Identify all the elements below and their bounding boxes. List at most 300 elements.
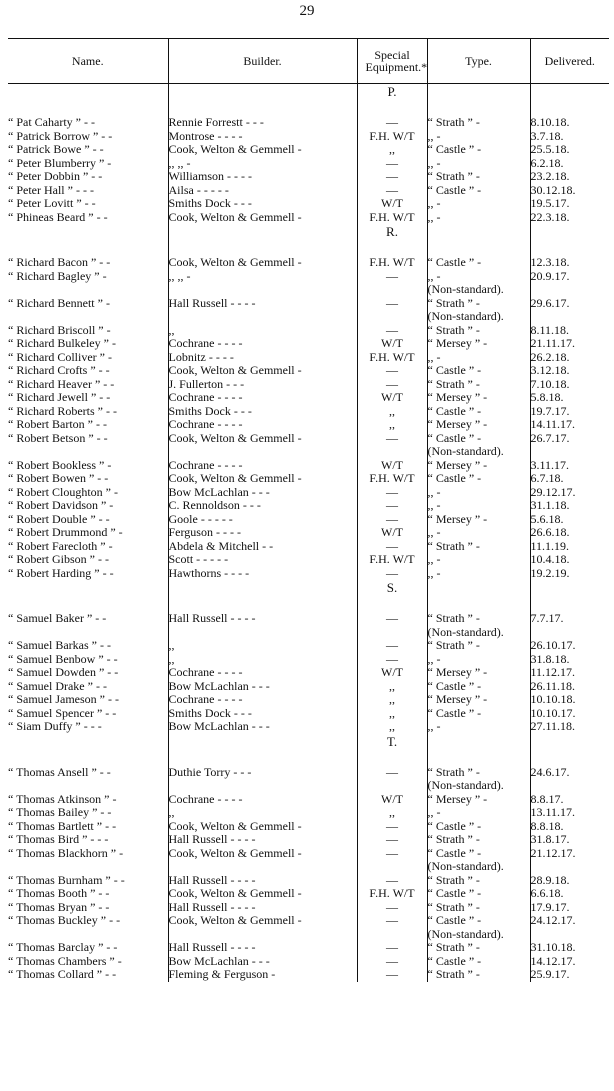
vessel-name: “ Richard Colliver ” -	[8, 350, 112, 364]
special-equipment: —	[357, 941, 427, 955]
type-label: “ Mersey ” -	[427, 666, 488, 679]
builder: ,, ,, -	[168, 270, 357, 297]
type-label: ,, -	[427, 553, 441, 566]
vessel-type	[427, 914, 530, 941]
type-label: ,, -	[427, 499, 441, 512]
builder: J. Fullerton - - -	[168, 378, 357, 392]
special-equipment: —	[357, 820, 427, 834]
vessel-type	[427, 472, 530, 486]
vessel-name: “ Peter Hall ” - - -	[8, 183, 94, 197]
vessel-name: “ Robert Double ” - -	[8, 512, 110, 526]
vessel-type	[427, 270, 530, 297]
type-label: “ Strath ” -	[427, 323, 480, 337]
delivered-date: 3.12.18.	[530, 364, 609, 378]
vessel-type	[427, 405, 530, 419]
special-equipment: —	[357, 324, 427, 338]
vessel-name: “ Robert Barton ” - -	[8, 418, 107, 431]
vessel-name: “ Phineas Beard ” - -	[8, 210, 108, 224]
delivered-date: 22.3.18.	[530, 211, 609, 225]
delivered-date: 29.6.17.	[530, 297, 609, 324]
special-equipment: ,,	[357, 693, 427, 707]
type-label: ,, -	[427, 269, 441, 283]
type-label: ,, -	[427, 485, 441, 499]
vessel-name: “ Thomas Blackhorn ” -	[8, 846, 124, 860]
vessel-name: “ Richard Bennett ” -	[8, 296, 110, 310]
vessel-name: “ Thomas Bird ” - - -	[8, 833, 109, 846]
type-label: “ Castle ” -	[427, 819, 482, 833]
vessel-name: “ Thomas Bailey ” - -	[8, 806, 112, 819]
table-row	[8, 955, 609, 969]
special-equipment: ,,	[357, 418, 427, 432]
special-equipment: —	[357, 847, 427, 874]
table-row	[8, 612, 609, 639]
delivered-date: 19.5.17.	[530, 197, 609, 211]
delivered-date: 21.12.17.	[530, 847, 609, 874]
builder: Cochrane - - - -	[168, 693, 357, 707]
vessel-name: “ Richard Bacon ” - -	[8, 256, 111, 269]
table-row	[8, 337, 609, 351]
delivered-date: 10.4.18.	[530, 553, 609, 567]
builder: Lobnitz - - - -	[168, 351, 357, 365]
special-equipment: F.H. W/T	[357, 472, 427, 486]
type-note: (Non-standard).	[427, 309, 504, 323]
vessel-name: “ Samuel Jameson ” - -	[8, 693, 119, 706]
section-header	[8, 580, 609, 612]
vessel-type	[427, 666, 530, 680]
special-equipment: W/T	[357, 666, 427, 680]
type-label: ,, -	[427, 806, 441, 819]
type-label: “ Mersey ” -	[427, 337, 488, 350]
vessel-type	[427, 337, 530, 351]
builder: Hall Russell - - - -	[168, 833, 357, 847]
vessel-name: “ Richard Jewell ” - -	[8, 391, 111, 404]
special-equipment: W/T	[357, 337, 427, 351]
vessel-type	[427, 211, 530, 225]
builder: ,,	[168, 653, 357, 667]
vessel-name: “ Robert Drummond ” -	[8, 526, 123, 539]
type-label: ,, -	[427, 129, 441, 143]
table-row	[8, 833, 609, 847]
special-equipment: —	[357, 432, 427, 459]
vessel-type	[427, 197, 530, 211]
header-special-equipment: Special Equipment.*	[357, 39, 427, 84]
vessel-name: “ Thomas Burnham ” - -	[8, 873, 125, 887]
vessel-type	[427, 680, 530, 694]
vessel-type	[427, 499, 530, 513]
table-row	[8, 324, 609, 338]
vessel-type	[427, 143, 530, 157]
type-label: ,, -	[427, 156, 441, 170]
builder: Cochrane - - - -	[168, 666, 357, 680]
builder: ,, ,, -	[168, 157, 357, 171]
type-label: “ Strath ” -	[427, 377, 480, 391]
builder: Hall Russell - - - -	[168, 612, 357, 639]
table-row	[8, 526, 609, 540]
builder: Cook, Welton & Gemmell -	[168, 914, 357, 941]
section-header	[8, 224, 609, 256]
vessel-type	[427, 847, 530, 874]
delivered-date: 20.9.17.	[530, 270, 609, 297]
vessel-name: “ Thomas Chambers ” -	[8, 954, 122, 968]
builder: Cochrane - - - -	[168, 793, 357, 807]
special-equipment: —	[357, 364, 427, 378]
special-equipment: —	[357, 612, 427, 639]
vessel-name: “ Samuel Barkas ” - -	[8, 639, 111, 652]
table-row	[8, 432, 609, 459]
special-equipment: —	[357, 499, 427, 513]
special-equipment: ,,	[357, 143, 427, 157]
vessel-type	[427, 540, 530, 554]
vessel-type	[427, 901, 530, 915]
special-equipment: —	[357, 766, 427, 793]
delivered-date: 14.11.17.	[530, 418, 609, 432]
vessel-type	[427, 526, 530, 540]
type-note: (Non-standard).	[427, 778, 504, 792]
special-equipment: —	[357, 968, 427, 982]
vessel-type	[427, 820, 530, 834]
builder: ,,	[168, 324, 357, 338]
table-row	[8, 693, 609, 707]
table-row	[8, 639, 609, 653]
type-label: “ Mersey ” -	[427, 391, 488, 404]
vessel-name: “ Siam Duffy ” - - -	[8, 720, 102, 733]
vessel-name: “ Samuel Benbow ” - -	[8, 652, 118, 666]
special-equipment: —	[357, 639, 427, 653]
delivered-date: 12.3.18.	[530, 256, 609, 270]
table-row	[8, 653, 609, 667]
table-row	[8, 720, 609, 734]
vessel-type	[427, 553, 530, 567]
vessel-name: “ Patrick Bowe ” - -	[8, 143, 104, 156]
builder: Hall Russell - - - -	[168, 297, 357, 324]
builder: Cook, Welton & Gemmell -	[168, 364, 357, 378]
page-number: 29	[299, 3, 315, 19]
builder: Cook, Welton & Gemmell -	[168, 820, 357, 834]
delivered-date: 30.12.18.	[530, 184, 609, 198]
special-equipment: —	[357, 170, 427, 184]
builder: Ferguson - - - -	[168, 526, 357, 540]
type-label: “ Mersey ” -	[427, 418, 488, 431]
header-builder: Builder.	[168, 39, 357, 84]
vessel-name: “ Robert Harding ” - -	[8, 566, 114, 580]
table-row	[8, 184, 609, 198]
builder: Goole - - - - -	[168, 513, 357, 527]
vessel-name: “ Thomas Buckley ” - -	[8, 914, 121, 927]
section-header	[8, 84, 609, 117]
delivered-date: 17.9.17.	[530, 901, 609, 915]
vessel-name: “ Thomas Bryan ” - -	[8, 900, 110, 914]
special-equipment: —	[357, 874, 427, 888]
delivered-date: 24.12.17.	[530, 914, 609, 941]
type-label: “ Strath ” -	[427, 539, 480, 553]
special-equipment: —	[357, 833, 427, 847]
vessel-type	[427, 707, 530, 721]
table-row	[8, 256, 609, 270]
vessel-type	[427, 612, 530, 639]
vessel-name: “ Peter Blumberry ” -	[8, 156, 112, 170]
type-label: “ Strath ” -	[427, 765, 480, 779]
delivered-date: 14.12.17.	[530, 955, 609, 969]
table-row	[8, 391, 609, 405]
table-row	[8, 459, 609, 473]
header-name: Name.	[8, 39, 168, 84]
table-row	[8, 170, 609, 184]
vessel-name: “ Patrick Borrow ” - -	[8, 129, 113, 143]
builder: Cook, Welton & Gemmell -	[168, 472, 357, 486]
builder: Abdela & Mitchell - -	[168, 540, 357, 554]
table-row	[8, 351, 609, 365]
vessel-name: “ Richard Roberts ” - -	[8, 404, 117, 418]
type-note: (Non-standard).	[427, 859, 504, 873]
vessel-type	[427, 297, 530, 324]
table-row	[8, 806, 609, 820]
vessel-name: “ Peter Lovitt ” - -	[8, 197, 96, 210]
type-label: “ Strath ” -	[427, 116, 480, 129]
builder: Montrose - - - -	[168, 130, 357, 144]
vessel-type	[427, 364, 530, 378]
vessel-name: “ Robert Cloughton ” -	[8, 485, 118, 499]
delivered-date: 3.7.18.	[530, 130, 609, 144]
table-row	[8, 499, 609, 513]
header-delivered: Delivered.	[530, 39, 609, 84]
vessel-name: “ Thomas Barclay ” - -	[8, 941, 118, 954]
section-header	[8, 734, 609, 766]
builder: Cochrane - - - -	[168, 337, 357, 351]
type-label: “ Mersey ” -	[427, 792, 488, 806]
table-row	[8, 486, 609, 500]
vessel-type	[427, 256, 530, 270]
builder: Hawthorns - - - -	[168, 567, 357, 581]
type-label: ,, -	[427, 720, 441, 733]
type-label: “ Castle ” -	[427, 887, 482, 900]
special-equipment: W/T	[357, 459, 427, 473]
delivered-date: 5.8.18.	[530, 391, 609, 405]
special-equipment: F.H. W/T	[357, 553, 427, 567]
delivered-date: 7.7.17.	[530, 612, 609, 639]
table-row	[8, 364, 609, 378]
delivered-date: 5.6.18.	[530, 513, 609, 527]
table-row	[8, 540, 609, 554]
vessel-name: “ Samuel Dowden ” - -	[8, 666, 119, 679]
special-equipment: —	[357, 955, 427, 969]
delivered-date: 26.6.18.	[530, 526, 609, 540]
special-equipment: —	[357, 157, 427, 171]
type-note: (Non-standard).	[427, 926, 504, 941]
table-row	[8, 793, 609, 807]
special-equipment: F.H. W/T	[357, 256, 427, 270]
special-equipment: —	[357, 914, 427, 941]
vessel-name: “ Pat Caharty ” - -	[8, 116, 95, 129]
table-body	[8, 84, 609, 982]
delivered-date: 24.6.17.	[530, 766, 609, 793]
type-label: “ Castle ” -	[427, 679, 482, 693]
type-label: “ Castle ” -	[427, 846, 482, 860]
delivered-date: 7.10.18.	[530, 378, 609, 392]
table-header	[8, 39, 609, 84]
section-letter: P.	[357, 84, 427, 117]
type-label: “ Castle ” -	[427, 431, 482, 445]
delivered-date: 26.2.18.	[530, 351, 609, 365]
builder: Cochrane - - - -	[168, 459, 357, 473]
table-row	[8, 157, 609, 171]
type-label: “ Strath ” -	[427, 612, 480, 625]
special-equipment: —	[357, 184, 427, 198]
builder: Bow McLachlan - - -	[168, 720, 357, 734]
table-row	[8, 707, 609, 721]
type-label: “ Castle ” -	[427, 914, 482, 927]
table-row	[8, 405, 609, 419]
table-row	[8, 680, 609, 694]
vessel-type	[427, 116, 530, 130]
special-equipment: —	[357, 297, 427, 324]
type-label: ,, -	[427, 566, 441, 580]
table-row	[8, 143, 609, 157]
builder: Cook, Welton & Gemmell -	[168, 847, 357, 874]
table-row	[8, 901, 609, 915]
builder: Cochrane - - - -	[168, 418, 357, 432]
vessel-name: “ Richard Briscoll ” -	[8, 323, 111, 337]
section-letter: R.	[357, 224, 427, 256]
type-label: “ Mersey ” -	[427, 458, 488, 472]
type-label: “ Strath ” -	[427, 170, 480, 183]
vessel-name: “ Samuel Drake ” - -	[8, 679, 107, 693]
vessel-type	[427, 806, 530, 820]
delivered-date: 6.2.18.	[530, 157, 609, 171]
type-label: “ Strath ” -	[427, 900, 480, 914]
delivered-date: 11.1.19.	[530, 540, 609, 554]
type-label: “ Mersey ” -	[427, 693, 488, 706]
type-label: “ Castle ” -	[427, 256, 482, 269]
special-equipment: F.H. W/T	[357, 351, 427, 365]
delivered-date: 26.7.17.	[530, 432, 609, 459]
builder: Cook, Welton & Gemmell -	[168, 432, 357, 459]
special-equipment: —	[357, 540, 427, 554]
delivered-date: 10.10.18.	[530, 693, 609, 707]
delivered-date: 8.8.17.	[530, 793, 609, 807]
special-equipment: —	[357, 486, 427, 500]
type-label: “ Castle ” -	[427, 143, 482, 156]
type-label: ,, -	[427, 210, 441, 224]
delivered-date: 10.10.17.	[530, 707, 609, 721]
builder: Rennie Forrestt - - -	[168, 116, 357, 130]
type-label: “ Castle ” -	[427, 404, 482, 418]
vessel-name: “ Thomas Booth ” - -	[8, 887, 110, 900]
type-label: “ Strath ” -	[427, 941, 480, 954]
vessel-type	[427, 653, 530, 667]
delivered-date: 27.11.18.	[530, 720, 609, 734]
special-equipment: —	[357, 567, 427, 581]
table-row	[8, 116, 609, 130]
vessel-type	[427, 432, 530, 459]
table-row	[8, 941, 609, 955]
vessel-name: “ Robert Farecloth ” -	[8, 539, 113, 553]
delivered-date: 13.11.17.	[530, 806, 609, 820]
special-equipment: W/T	[357, 526, 427, 540]
vessel-name: “ Robert Bookless ” -	[8, 458, 112, 472]
special-equipment: ,,	[357, 720, 427, 734]
vessel-type	[427, 513, 530, 527]
delivered-date: 23.2.18.	[530, 170, 609, 184]
vessel-type	[427, 459, 530, 473]
vessel-type	[427, 567, 530, 581]
builder: Smiths Dock - - -	[168, 707, 357, 721]
builder: Bow McLachlan - - -	[168, 955, 357, 969]
vessel-type	[427, 693, 530, 707]
vessel-name: “ Thomas Bartlett ” - -	[8, 819, 117, 833]
vessel-type	[427, 391, 530, 405]
type-label: “ Strath ” -	[427, 296, 480, 310]
builder: Cochrane - - - -	[168, 391, 357, 405]
vessel-name: “ Richard Bagley ” -	[8, 269, 107, 283]
builder: Smiths Dock - - -	[168, 405, 357, 419]
vessel-type	[427, 418, 530, 432]
delivered-date: 3.11.17.	[530, 459, 609, 473]
builder: Williamson - - - -	[168, 170, 357, 184]
builder: Cook, Welton & Gemmell -	[168, 211, 357, 225]
type-label: “ Mersey ” -	[427, 512, 488, 526]
builder: Bow McLachlan - - -	[168, 680, 357, 694]
type-label: “ Castle ” -	[427, 954, 482, 968]
vessel-name: “ Richard Heaver ” - -	[8, 377, 115, 391]
delivered-date: 8.8.18.	[530, 820, 609, 834]
section-letter: S.	[357, 580, 427, 612]
delivered-date: 8.10.18.	[530, 116, 609, 130]
section-letter: T.	[357, 734, 427, 766]
type-label: “ Castle ” -	[427, 183, 482, 197]
type-label: “ Strath ” -	[427, 873, 480, 887]
vessel-name: “ Samuel Baker ” - -	[8, 612, 107, 625]
builder: Cook, Welton & Gemmell -	[168, 143, 357, 157]
vessel-name: “ Robert Gibson ” - -	[8, 553, 109, 566]
delivered-date: 31.8.18.	[530, 653, 609, 667]
type-label: “ Strath ” -	[427, 639, 480, 652]
builder: Cook, Welton & Gemmell -	[168, 256, 357, 270]
delivered-date: 19.7.17.	[530, 405, 609, 419]
type-label: ,, -	[427, 652, 441, 666]
type-label: “ Strath ” -	[427, 833, 480, 846]
builder: Hall Russell - - - -	[168, 874, 357, 888]
builder: Cook, Welton & Gemmell -	[168, 887, 357, 901]
table-row	[8, 130, 609, 144]
delivered-date: 25.9.17.	[530, 968, 609, 982]
table-row	[8, 472, 609, 486]
vessel-type	[427, 793, 530, 807]
vessel-type	[427, 170, 530, 184]
special-equipment: —	[357, 116, 427, 130]
table-row	[8, 270, 609, 297]
vessel-type	[427, 968, 530, 982]
delivered-date: 26.10.17.	[530, 639, 609, 653]
table-row	[8, 513, 609, 527]
vessel-type	[427, 351, 530, 365]
vessel-type	[427, 157, 530, 171]
builder: ,,	[168, 806, 357, 820]
vessel-type	[427, 184, 530, 198]
table-row	[8, 874, 609, 888]
vessel-name: “ Robert Davidson ” -	[8, 499, 114, 512]
vessel-name: “ Richard Bulkeley ” -	[8, 337, 116, 350]
table-row	[8, 211, 609, 225]
type-label: ,, -	[427, 526, 441, 539]
header-type: Type.	[427, 39, 530, 84]
vessel-name: “ Thomas Atkinson ” -	[8, 792, 117, 806]
table-row	[8, 197, 609, 211]
special-equipment: ,,	[357, 680, 427, 694]
vessel-type	[427, 874, 530, 888]
type-note: (Non-standard).	[427, 624, 504, 639]
vessel-type	[427, 486, 530, 500]
table-row	[8, 378, 609, 392]
